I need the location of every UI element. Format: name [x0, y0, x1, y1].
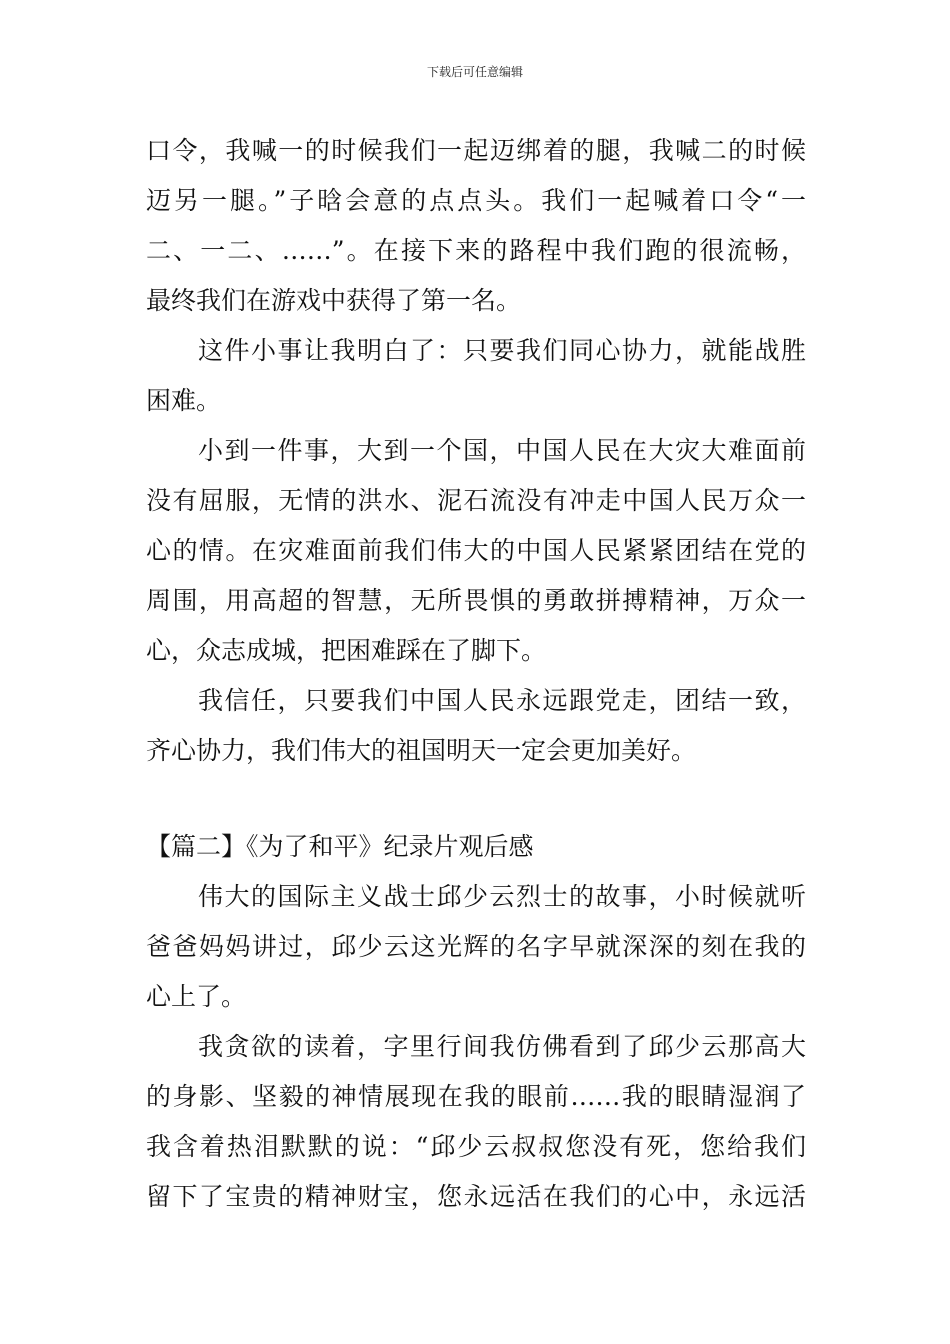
text-line: 我信任，只要我们中国人民永远跟党走，团结一致， — [198, 686, 806, 715]
text-line: 最终我们在游戏中获得了第一名。 — [146, 286, 522, 315]
section-title — [146, 822, 806, 872]
text-line: 爸爸妈妈讲过，邱少云这光辉的名字早就深深的刻在我的 — [146, 932, 806, 961]
section-title-text: 【篇二】《为了和平》纪录片观后感 — [146, 832, 534, 861]
text-line: 我贪欲的读着，字里行间我仿佛看到了邱少云那高大 — [198, 1032, 806, 1061]
text-line: 迈另一腿。”子晗会意的点点头。我们一起喊着口令“一 — [146, 186, 806, 215]
text-line: 这件小事让我明白了：只要我们同心协力，就能战胜 — [198, 336, 806, 365]
text-line: 齐心协力，我们伟大的祖国明天一定会更加美好。 — [146, 736, 697, 765]
text-line: 小到一件事，大到一个国，中国人民在大灾大难面前 — [198, 436, 806, 465]
body-text-part-2 — [146, 872, 806, 1222]
text-line: 周围，用高超的智慧，无所畏惧的勇敢拼搏精神，万众一 — [146, 586, 806, 615]
text-line: 口令，我喊一的时候我们一起迈绑着的腿，我喊二的时候 — [146, 136, 806, 165]
text-line: 困难。 — [146, 386, 222, 415]
text-line: 二、一二、……”。在接下来的路程中我们跑的很流畅， — [146, 236, 806, 265]
text-line: 没有屈服，无情的洪水、泥石流没有冲走中国人民万众一 — [146, 486, 806, 515]
text-line: 留下了宝贵的精神财宝，您永远活在我们的心中，永远活 — [146, 1182, 806, 1211]
page-header: 下载后可任意编辑 — [426, 65, 523, 79]
text-line: 伟大的国际主义战士邱少云烈士的故事，小时候就听 — [198, 882, 806, 911]
body-text-part-1 — [146, 126, 806, 776]
text-line: 我含着热泪默默的说：“邱少云叔叔您没有死，您给我们 — [146, 1132, 806, 1161]
text-line: 心的情。在灾难面前我们伟大的中国人民紧紧团结在党的 — [146, 536, 806, 565]
text-line: 心上了。 — [146, 982, 247, 1011]
text-line: 的身影、坚毅的神情展现在我的眼前……我的眼睛湿润了 — [146, 1082, 806, 1111]
text-line: 心，众志成城，把困难踩在了脚下。 — [146, 636, 547, 665]
